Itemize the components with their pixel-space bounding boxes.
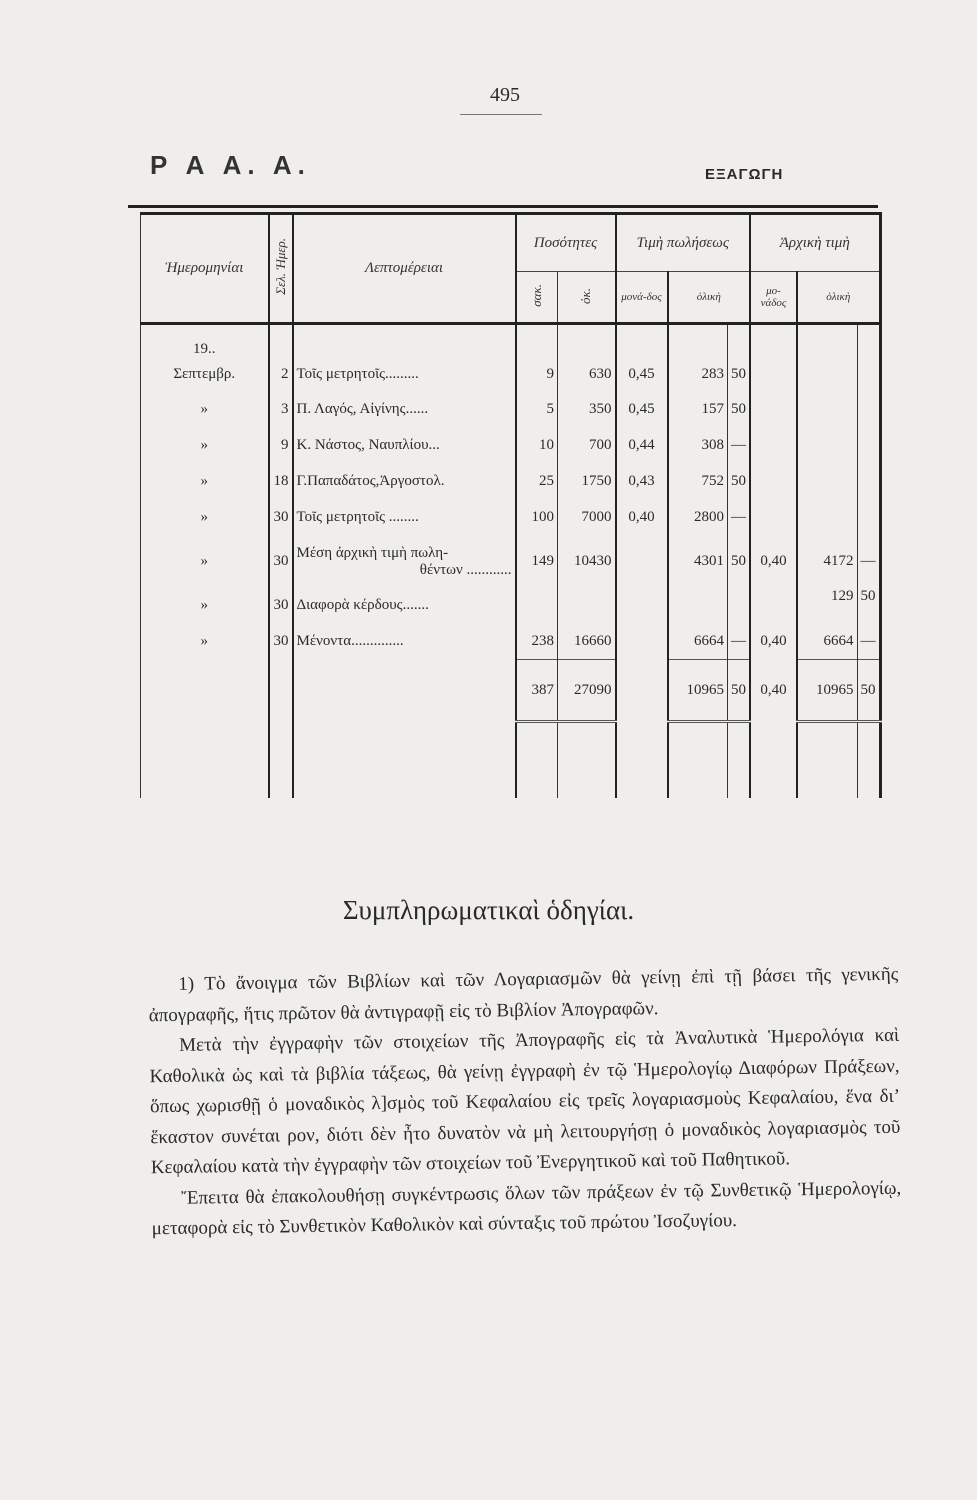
page-cell: 18 [269,464,293,500]
page-number: 495 [490,84,520,106]
orig-total-cell: 129 [797,588,857,624]
details-cell [293,624,516,660]
notes-body [148,960,902,1245]
page-cell: 2 [269,358,293,392]
orig-unit-cell: 0,40 [750,624,797,660]
orig-total-cell [797,464,857,500]
table-row [141,464,881,500]
sacks-cell: 10 [516,428,558,464]
header-qty-sacks-label: σακ. [528,284,544,307]
header-row [141,214,881,272]
sale-decimal-cell: 50 [728,392,751,428]
details-text: Τοῖς μετρητοῖς......... [296,366,419,382]
export-ledger-table [140,212,882,798]
page-cell: 30 [269,588,293,624]
table-row [141,536,881,588]
date-cell: » [141,588,269,624]
sale-total-cell: 6664 [668,624,728,660]
orig-decimal-cell [857,428,880,464]
details-text: Μένοντα.............. [296,633,404,649]
header-sale-price: Τιμὴ πωλήσεως [616,214,751,272]
sale-total-cell: 2800 [668,500,728,536]
orig-unit-cell [750,392,797,428]
page-cell: 9 [269,428,293,464]
sale-unit-cell: 0,44 [616,428,668,464]
orig-unit-cell [750,358,797,392]
closing-rule-row [141,722,881,799]
sacks-cell: 25 [516,464,558,500]
sacks-cell: 238 [516,624,558,660]
details-text: Π. Λαγός, Αἰγίνης...... [296,401,429,417]
details-cell [293,358,516,392]
page-cell: 30 [269,624,293,660]
notes-paragraph: Μετὰ τὴν ἐγγραφὴν τῶν στοιχείων τῆς Ἀπογραφῆς εἰς τὰ Ἀναλυτικὰ Ἡμερολόγια καὶ Καθολικὰ ὡς καὶ τὰ βιβλία τάξεως, θὰ γείνῃ ἐγγραφὴ ἐν τῷ Ἡμερολογίῳ Διαφόρων Πράξεων, ὅπως χωρισθῇ ὁ μοναδικὸς λ]σμὸς τοῦ Κεφαλαίου εἰς τρεῖς λογαριασμοὺς Κεφαλαίου, ἕνα δι’ ἕκαστον συνέται ρον, διότι δὲν ἦτο δυνατὸν νὰ μὴ λειτουργήσῃ ὁ μοναδικὸς λογαριασμὸς τοῦ Κεφαλαίου κατὰ τὴν ἐγγραφὴν τῶν στοιχείων τοῦ Ἐνεργητικοῦ καὶ τοῦ Παθητικοῦ. [149,1024,901,1179]
sale-decimal-cell: 50 [728,358,751,392]
sale-decimal-cell: 50 [728,536,751,588]
orig-decimal-cell: — [857,536,880,588]
date-cell: » [141,624,269,660]
total-orig-unit: 0,40 [750,660,797,722]
header-orig-price: Ἀρχικὴ τιμὴ [750,214,880,272]
page-cell: 30 [269,536,293,588]
orig-decimal-cell: — [857,624,880,660]
sacks-cell: 5 [516,392,558,428]
table-row [141,358,881,392]
date-cell: Σεπτεμβρ. [141,358,269,392]
table-row [141,588,881,624]
orig-unit-cell [750,588,797,624]
page-number-rule [460,114,542,115]
section-title: ΕΞΑΓΩΓΗ [705,166,784,183]
sale-unit-cell [616,624,668,660]
total-orig-decimal: 50 [857,660,880,722]
table-top-rule [128,205,878,208]
okades-cell: 10430 [558,536,616,588]
details-line: θέντων ............ [419,561,512,578]
header-qty-sacks [516,272,558,324]
orig-total-cell [797,428,857,464]
details-cell [293,464,516,500]
orig-decimal-cell [857,500,880,536]
sale-total-cell: 4301 [668,536,728,588]
sale-unit-cell: 0,43 [616,464,668,500]
details-cell [293,428,516,464]
sale-unit-cell [616,536,668,588]
orig-decimal-cell [857,358,880,392]
total-okades: 27090 [558,660,616,722]
total-sale: 10965 [668,660,728,722]
sale-unit-cell: 0,45 [616,358,668,392]
table-row [141,428,881,464]
orig-unit-cell [750,428,797,464]
header-orig-unit: μο-νάδος [750,272,797,324]
sale-total-cell: 308 [668,428,728,464]
sale-decimal-cell: — [728,500,751,536]
page-cell: 30 [269,500,293,536]
notes-title: Συμπληρωματικαὶ ὁδηγίαι. [342,895,635,925]
orig-total-cell: 6664 [797,624,857,660]
details-cell [293,392,516,428]
orig-total-cell [797,358,857,392]
page-cell: 3 [269,392,293,428]
header-orig-total: ὁλικὴ [797,272,880,324]
sacks-cell: 100 [516,500,558,536]
sale-decimal-cell [728,588,751,624]
sacks-cell [516,588,558,624]
sacks-cell: 149 [516,536,558,588]
sacks-cell: 9 [516,358,558,392]
orig-unit-cell: 0,40 [750,536,797,588]
details-text: Κ. Νάστος, Ναυπλίου... [296,437,440,453]
orig-decimal-cell [857,392,880,428]
sale-decimal-cell: — [728,624,751,660]
okades-cell: 1750 [558,464,616,500]
year-row [141,324,881,358]
sale-unit-cell: 0,40 [616,500,668,536]
notes-paragraph: Ἔπειτα θὰ ἐπακολουθήσῃ συγκέντρωσις ὅλων τῶν πράξεων ἐν τῷ Συνθετικῷ Ἡμερολογίῳ, μεταφορὰ εἰς τὸ Συνθετικὸν Καθολικὸν καὶ σύνταξις τοῦ πρώτου Ἰσοζυγίου. [151,1177,902,1240]
okades-cell: 630 [558,358,616,392]
details-text: Διαφορὰ κέρδους....... [296,597,429,613]
total-orig: 10965 [797,660,857,722]
orig-total-cell: 4172 [797,536,857,588]
okades-cell: 700 [558,428,616,464]
okades-cell [558,588,616,624]
sale-total-cell [668,588,728,624]
total-sale-decimal: 50 [728,660,751,722]
totals-row [141,660,881,722]
orig-unit-cell [750,464,797,500]
date-cell: » [141,428,269,464]
sale-total-cell: 157 [668,392,728,428]
sale-unit-cell [616,588,668,624]
details-text: Γ.Παπαδάτος,Ἀργοστολ. [296,473,445,489]
sale-decimal-cell: — [728,428,751,464]
date-cell: » [141,464,269,500]
header-page-label: Σελ. Ἡμερ. [272,237,288,295]
notes-paragraph: 1) Τὸ ἄνοιγμα τῶν Βιβλίων καὶ τῶν Λογαριασμῶν θὰ γείνῃ ἐπὶ τῇ βάσει τῆς γενικῆς ἀπογραφῆς, ἥτις πρῶτον θὰ ἀντιγραφῇ εἰς τὸ Βιβλίον Ἀπογραφῶν. [148,963,899,1026]
total-sacks: 387 [516,660,558,722]
okades-cell: 350 [558,392,616,428]
header-sale-total: ὁλικὴ [668,272,751,324]
details-line: Μέση ἀρχικὴ τιμὴ πωλη- [296,544,449,561]
year-cell: 19.. [141,324,269,358]
sale-total-cell: 283 [668,358,728,392]
okades-cell: 7000 [558,500,616,536]
sale-unit-cell: 0,45 [616,392,668,428]
orig-unit-cell [750,500,797,536]
table-row [141,624,881,660]
details-cell [293,500,516,536]
details-cell [293,588,516,624]
details-text: Τοῖς μετρητοῖς ........ [296,509,419,525]
orig-total-cell [797,392,857,428]
orig-total-cell [797,500,857,536]
header-sale-unit: μονά-δος [616,272,668,324]
table-row [141,392,881,428]
orig-decimal-cell: 50 [857,588,880,624]
header-page [269,214,293,324]
table-row [141,500,881,536]
header-qty-okades-label: ὀκ. [578,287,594,304]
header-qty-okades [558,272,616,324]
header-logo: Ρ Α Α. Α. [150,150,311,180]
date-cell: » [141,536,269,588]
okades-cell: 16660 [558,624,616,660]
date-cell: » [141,500,269,536]
date-cell: » [141,392,269,428]
header-date: Ἡμερομηνίαι [141,214,269,324]
orig-decimal-cell [857,464,880,500]
details-cell [293,536,516,588]
header-quantities: Ποσότητες [516,214,616,272]
header-details: Λεπτομέρειαι [293,214,516,324]
sale-decimal-cell: 50 [728,464,751,500]
sale-total-cell: 752 [668,464,728,500]
